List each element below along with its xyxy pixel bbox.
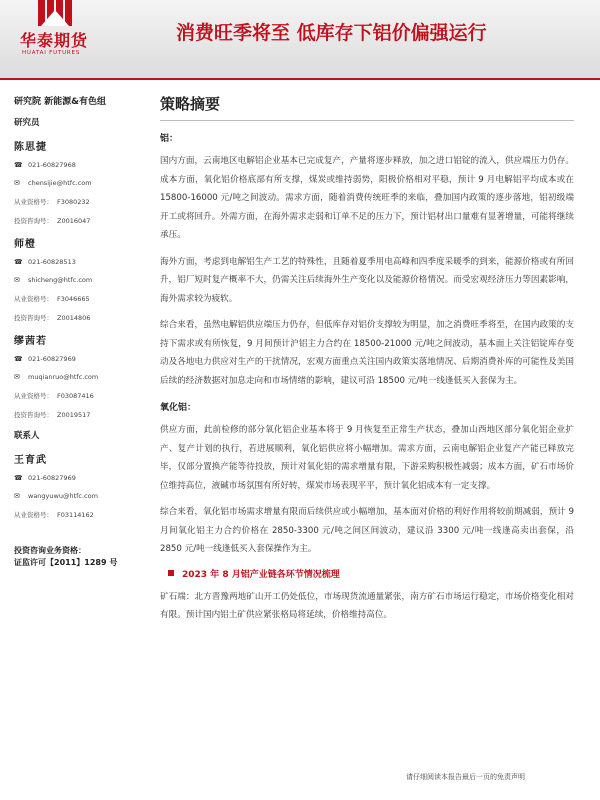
email-icon: ✉ (14, 179, 20, 187)
analyst-qualification (14, 294, 138, 303)
ore-paragraph: 矿石端：北方晋豫两地矿山开工仍处低位，市场现货流通量紧张，南方矿石市场运行稳定，市场价格变化相对有限。预计国内铝土矿供应紧张格局将延续，价格维持高位。 (160, 591, 574, 620)
analyst-phone (14, 258, 138, 266)
alumina-subheading: 氧化铝： (160, 403, 197, 413)
qualification-number: F3080232 (57, 197, 90, 206)
analyst-phone (14, 161, 138, 169)
analyst-name: 缪茜若 (14, 336, 47, 347)
phone-icon: ☎ (14, 161, 23, 169)
analyst-card (14, 138, 138, 225)
aluminum-summary-paragraph: 综合来看，虽然电解铝供应端压力仍存，但低库存对铝价支撑较为明显，加之消费旺季将至，在国内政策的支持下需求或有所恢复，9 月间预计沪铝主力合约在 18500-21000 元/吨之间波动，基本面上关注铝锭库存变动及各地电力供应对生产的干扰情况，宏观方面重点关注国内政策实落地情况、后期消费补库的可能性及美国后续的经济数据对加息走向和市场情绪的影响，建议可沿 18500 元/吨一线逢低买入套保为主。 (160, 320, 574, 386)
analyst-email[interactable] (14, 179, 138, 187)
contact-phone (14, 474, 138, 482)
researchers-heading: 研究员 (14, 118, 40, 128)
email-address[interactable]: wangyuwu@htfc.com (28, 492, 98, 500)
phone-number: 021-60827968 (28, 161, 76, 169)
phone-number: 021-60827969 (28, 474, 76, 482)
phone-icon: ☎ (14, 474, 23, 482)
alumina-summary-paragraph: 综合来看，氧化铝市场需求增量有限而后续供应或小幅增加，基本面对价格的利好作用将较前期减弱，预计 9 月间氧化铝主力合约价格在 2850-3300 元/吨之间区间波动，建议沿 3300 元/吨一线逢高卖出套保，沿 2850 元/吨一线逢低买入套保操作为主。 (160, 507, 574, 554)
phone-icon: ☎ (14, 355, 23, 363)
logo-english-text: HUATAI FUTURES (22, 50, 81, 56)
department-label: 研究院 新能源&有色组 (14, 97, 106, 107)
qualification-number: F03087416 (57, 391, 94, 400)
contact-heading: 联系人 (14, 431, 40, 441)
analyst-name: 陈思捷 (14, 142, 47, 153)
invest-license-number: Z0014806 (57, 313, 91, 322)
phone-icon: ☎ (14, 258, 23, 266)
qualification-label: 从业资格号： (14, 392, 53, 400)
analyst-card (14, 235, 138, 322)
aluminum-subheading: 铝： (160, 134, 179, 144)
aluminum-overseas-paragraph: 海外方面，考虑到电解铝生产工艺的特殊性，且随着夏季用电高峰和四季度采暖季的到来，能源价格或有所回升，铝厂短时复产概率不大，仍需关注后续海外生产变化以及能源价格情况。而受宏观经济压力等因素影响，海外需求较为疲软。 (160, 256, 574, 304)
industry-chain-heading (168, 567, 574, 580)
email-icon: ✉ (14, 276, 20, 284)
qualification-label: 从业资格号： (14, 198, 53, 206)
analyst-phone (14, 355, 138, 363)
analyst-name: 师橙 (14, 239, 36, 250)
analyst-invest-license (14, 410, 138, 419)
disclaimer-note: 请仔细阅读本报告最后一页的免责声明 (406, 773, 525, 781)
header-divider (0, 78, 600, 80)
report-header (0, 0, 600, 78)
email-icon: ✉ (14, 373, 20, 381)
invest-license-label: 投资咨询号： (14, 411, 53, 419)
business-license (14, 545, 138, 569)
analyst-qualification (14, 197, 138, 206)
email-icon: ✉ (14, 492, 20, 500)
invest-license-label: 投资咨询号： (14, 217, 53, 225)
huatai-logo (18, 0, 98, 70)
license-number: 证监许可【2011】1289 号 (14, 558, 118, 567)
email-address[interactable]: muqianruo@htfc.com (28, 373, 99, 381)
analyst-qualification (14, 391, 138, 400)
analyst-email[interactable] (14, 276, 138, 284)
qualification-label: 从业资格号： (14, 511, 53, 519)
phone-number: 021-60828513 (28, 258, 76, 266)
report-title: 消费旺季将至 低库存下铝价偏强运行 (176, 22, 487, 44)
alumina-supply-paragraph: 供应方面，此前检修的部分氧化铝企业基本将于 9 月恢复至正常生产状态，叠加山西地区部分氧化铝企业扩产、复产计划的执行，若进展顺利，氧化铝供应将小幅增加。需求方面，云南电解铝企业复产产能已释放完毕，仅部分置换产能等待投放，预计对氧化铝的需求增量有限，下游采购积极性减弱；成本方面，矿石市场价位维持高位，液碱市场氛围有所好转，煤炭市场表现平平，预计氧化铝成本有一定支撑。 (160, 425, 574, 491)
logo-chinese-text: 华泰期货 (20, 31, 89, 50)
aluminum-domestic-paragraph: 国内方面，云南地区电解铝企业基本已完成复产，产量将逐步释放，加之进口铝锭的流入，供应端压力仍存。成本方面，氧化铝价格底部有所支撑，煤炭或维持弱势，阳极价格相对平稳，预计 9 月电解铝平均成本或在 15800-16000 元/吨之间波动。需求方面，随着消费传统旺季的来临，叠加国内政策的逐步落地，铝初级端开工或将回升。外需方面，在海外需求走弱和订单不足的压力下，预计铝材出口量难有显著增量，可能将继续承压。 (160, 156, 574, 240)
contact-name: 王育武 (14, 455, 47, 466)
contact-email[interactable] (14, 492, 138, 500)
qualification-label: 从业资格号： (14, 295, 53, 303)
contact-qualification (14, 510, 138, 519)
section-title: 策略摘要 (160, 93, 574, 121)
invest-license-number: Z0019517 (57, 410, 91, 419)
analyst-card (14, 332, 138, 419)
contact-card (14, 451, 138, 519)
phone-number: 021-60827969 (28, 355, 76, 363)
qualification-number: F3046665 (57, 294, 90, 303)
license-label: 投资咨询业务资格： (14, 546, 86, 555)
analyst-email[interactable] (14, 373, 138, 381)
email-address[interactable]: chensijie@htfc.com (28, 179, 92, 187)
qualification-number: F03114162 (57, 510, 94, 519)
invest-license-label: 投资咨询号： (14, 314, 53, 322)
invest-license-number: Z0016047 (57, 216, 91, 225)
analyst-invest-license (14, 313, 138, 322)
analyst-sidebar (14, 94, 138, 569)
email-address[interactable]: shicheng@htfc.com (28, 276, 93, 284)
huatai-logo-mark (38, 0, 74, 26)
analyst-invest-license (14, 216, 138, 225)
main-content (160, 93, 574, 633)
industry-chain-heading-text: 2023 年 8 月铝产业链各环节情况梳理 (182, 569, 340, 580)
square-bullet-icon (168, 570, 174, 576)
